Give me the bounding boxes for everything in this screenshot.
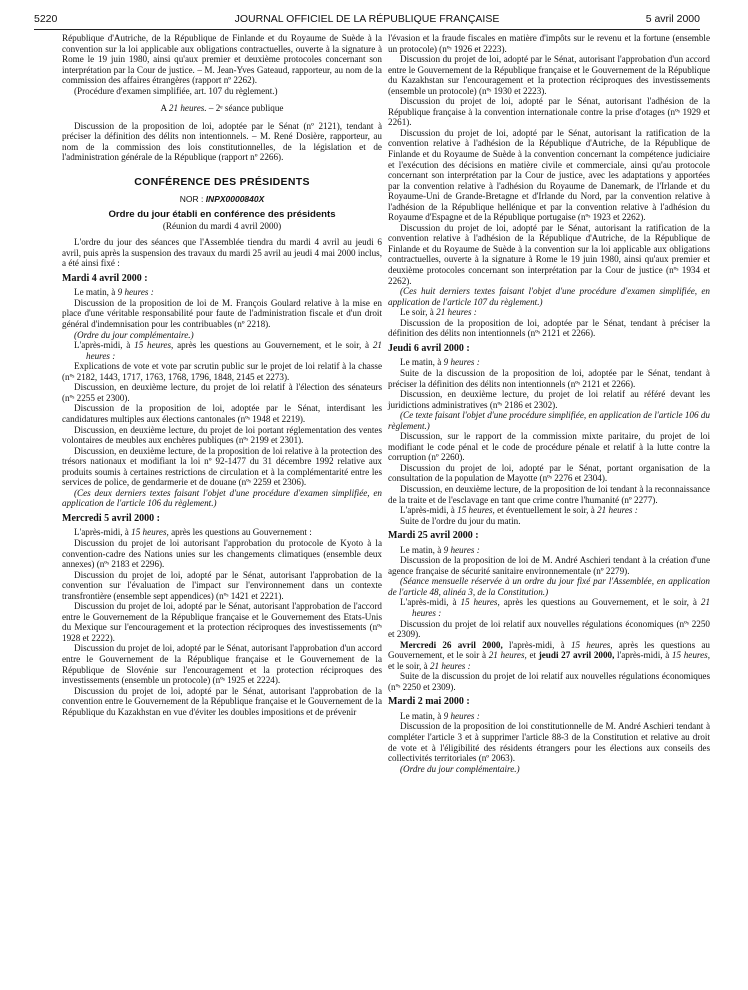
- paragraph: Discussion de la proposition de loi, adoptée par le Sénat (nº 2121), tendant à préciser la définition des délits non intentionnels. – M. René Dosière, rapporteur, au nom de la commission des lois constitutionnelles, de la législation et de l'administration générale de la République (rapport nº 2266).: [62, 120, 382, 163]
- paragraph: Suite de la discussion de la proposition de loi, adoptée par le Sénat, tendant à préciser la définition des délits non intentionnels (nºˢ 2121 et 2266).: [388, 367, 710, 389]
- time-line: L'après-midi, à 15 heures, après les questions au Gouvernement, et le soir, à 21 heures :: [74, 340, 382, 361]
- left-column: [62, 33, 382, 717]
- paragraph: Explications de vote et vote par scrutin public sur le projet de loi relatif à la chasse (nºˢ 2182, 1443, 1717, 1763, 1768, 1796, 1848, 2145 et 2273).: [62, 361, 382, 382]
- paragraph: Discussion du projet de loi relatif aux nouvelles régulations économiques (nºˢ 2250 et 2309).: [388, 618, 710, 640]
- paragraph: Discussion du projet de loi, adopté par le Sénat, autorisant l'approbation de la convention sur l'évaluation de l'impact sur l'environnement dans un contexte transfrontière (ensemble sept appendices) (nºˢ 1421 et 2221).: [62, 569, 382, 601]
- paragraph: Discussion, sur le rapport de la commission mixte paritaire, du projet de loi modifiant le code pénal et le code de procédure pénale et relatif à la lutte contre la corruption (nº 2260).: [388, 431, 710, 463]
- paragraph: (Ordre du jour complémentaire.): [74, 329, 194, 340]
- seance-heading: A 21 heures. – 2ᵉ séance publique: [160, 103, 284, 114]
- day-heading-inline: Mercredi 26 avril 2000, l'après-midi, à 15 heures, après les questions au Gouvernement, et le soir à 21 heures, et jeudi 27 avril 2000, l'après-midi, à 15 heures, et le soir, à 21 heures :: [388, 639, 710, 671]
- paragraph: Discussion du projet de loi, adopté par le Sénat, portant organisation de la consultation de la population de Mayotte (nºˢ 2276 et 2304).: [388, 462, 710, 484]
- paragraph: Discussion du projet de loi, adopté par le Sénat, autorisant l'approbation de l'accord entre le Gouvernement de la République française et le Gouvernement des Etats-Unis du Mexique sur l'encouragement et la protection réciproques des investissements (nºˢ 1928 et 2222).: [62, 601, 382, 643]
- day-heading: Mercredi 5 avril 2000 :: [62, 512, 160, 524]
- day-heading: Jeudi 6 avril 2000 :: [388, 342, 470, 354]
- day-heading: Mardi 4 avril 2000 :: [62, 272, 148, 284]
- paragraph: (Ces deux derniers textes faisant l'objet d'une procédure d'examen simplifiée, en application de l'article 106 du règlement.): [62, 487, 382, 509]
- day-heading: Mardi 2 mai 2000 :: [388, 696, 470, 708]
- time-line: L'après-midi, à 15 heures, et éventuellement le soir, à 21 heures :: [400, 505, 638, 516]
- paragraph: l'évasion et la fraude fiscales en matière d'impôts sur le revenu et la fortune (ensemble un protocole) (nºˢ 1926 et 2223).: [388, 33, 710, 54]
- paragraph: (Procédure d'examen simplifiée, art. 107 du règlement.): [74, 85, 278, 96]
- page-header: [34, 13, 700, 29]
- time-line: Le matin, à 9 heures :: [400, 710, 480, 721]
- paragraph: Discussion, en deuxième lecture, du projet de loi relatif au référé devant les juridictions administratives (nºˢ 2186 et 2302).: [388, 389, 710, 410]
- paragraph: (Ordre du jour complémentaire.): [400, 763, 520, 774]
- header-rule: [34, 29, 700, 30]
- paragraph: Discussion de la proposition de loi, adoptée par le Sénat, tendant à préciser la définition des délits non intentionnels (nºˢ 2121 et 2266).: [388, 317, 710, 339]
- time-line: L'après-midi, à 15 heures, après les questions au Gouvernement :: [74, 527, 312, 538]
- paragraph: République d'Autriche, de la République de Finlande et du Royaume de Suède à la convention sur la loi applicable aux obligations contractuelles, ouverte à la signature à Rome le 19 juin 1980, ainsi qu'aux premier et deuxième protocoles concernant son interprétation par la Cour de justice. – M. Jean-Yves Gateaud, rapporteur, au nom de la commission des affaires étrangères (rapport nº 2262).: [62, 33, 382, 86]
- paragraph: Discussion du projet de loi, adopté par le Sénat, autorisant l'approbation d'un accord entre le Gouvernement de la République française et le Gouvernement de la République du Kazakhstan sur l'encouragement et la protection réciproques des investissements (ensemble un protocole) (nºˢ 1930 et 2223).: [388, 54, 710, 96]
- paragraph: Discussion, en deuxième lecture, de la proposition de loi relative à la protection des trésors nationaux et modifiant la loi nº 92-1477 du 31 décembre 1992 relative aux produits soumis à certaines restrictions de circulation et à la complémentarité entre les services de police, de gendarmerie et de douane (nºˢ 2259 et 2306).: [62, 445, 382, 488]
- paragraph: (Ce texte faisant l'objet d'une procédure simplifiée, en application de l'article 106 du règlement.): [388, 410, 710, 431]
- paragraph: Suite de la discussion du projet de loi relatif aux nouvelles régulations économiques (nºˢ 2250 et 2309).: [388, 671, 710, 692]
- paragraph: Discussion du projet de loi, adopté par le Sénat, autorisant l'adhésion de la République française à la convention internationale contre la prise d'otages (nºˢ 1929 et 2261).: [388, 96, 710, 128]
- time-line: Le matin, à 9 heures :: [74, 287, 154, 298]
- right-column: [388, 33, 710, 774]
- paragraph: (Séance mensuelle réservée à un ordre du jour fixé par l'Assemblée, en application de l'article 48, alinéa 3, de la Constitution.): [388, 576, 710, 597]
- time-line: Le matin, à 9 heures :: [400, 357, 480, 368]
- paragraph: L'ordre du jour des séances que l'Assemblée tiendra du mardi 4 avril au jeudi 6 avril, puis après la suspension des travaux du mardi 25 avril au jeudi 4 mai 2000 inclus, a été ainsi fixé :: [62, 237, 382, 269]
- time-line: L'après-midi, à 15 heures, après les questions au Gouvernement, et le soir, à 21 heures :: [400, 597, 710, 618]
- paragraph: Discussion, en deuxième lecture, du projet de loi relatif à l'élection des sénateurs (nºˢ 2255 et 2300).: [62, 382, 382, 403]
- paragraph: Discussion du projet de loi, adopté par le Sénat, autorisant l'approbation de la convention entre le Gouvernement de la République française et le Gouvernement de la République du Kazakhstan en vue d'éviter les doubles impositions et de prévenir: [62, 685, 382, 717]
- paragraph: Discussion de la proposition de loi, adoptée par le Sénat, interdisant les candidatures multiples aux élections cantonales (nºˢ 1948 et 2219).: [62, 403, 382, 424]
- issue-date: 5 avril 2000: [645, 13, 700, 25]
- section-title: CONFÉRENCE DES PRÉSIDENTS: [134, 176, 310, 189]
- ordre-title: Ordre du jour établi en conférence des présidents: [108, 209, 336, 221]
- page-number: 5220: [34, 13, 58, 25]
- paragraph: Suite de l'ordre du jour du matin.: [400, 515, 521, 526]
- paragraph: (Ces huit derniers textes faisant l'objet d'une procédure d'examen simplifiée, en application de l'article 107 du règlement.): [388, 286, 710, 307]
- time-line: Le matin, à 9 heures :: [400, 544, 480, 555]
- paragraph: Discussion du projet de loi, adopté par le Sénat, autorisant la ratification de la convention relative à l'adhésion de la République d'Autriche, de la République de Finlande et du Royaume de Suède à la convention concernant la compétence judiciaire et l'exécution des décisions en matière civile et commerciale, ainsi qu'au protocole concernant son interprétation par la Cour de justice, avec les adaptations y apportées par la convention relative à l'adhésion du Royaume de Danemark, de l'Irlande et du Royaume-Uni de Grande-Bretagne et d'Irlande du Nord, par la convention relative à l'adhésion de la République hellénique et par la convention relative à l'adhésion du Royaume d'Espagne et de la République portugaise (nºˢ 1923 et 2262).: [388, 127, 710, 223]
- paragraph: Discussion de la proposition de loi constitutionnelle de M. André Aschieri tendant à compléter l'article 3 et à supprimer l'article 88-3 de la Constitution et relative au droit de vote et à l'éligibilité des résidents étrangers pour les élections aux conseils des collectivités territoriales (nº 2063).: [388, 721, 710, 764]
- paragraph: Discussion, en deuxième lecture, de la proposition de loi tendant à la reconnaissance de la traite et de l'esclavage en tant que crime contre l'humanité (nº 2277).: [388, 483, 710, 505]
- nor-reference: NOR : INPX0000840X: [179, 193, 265, 204]
- paragraph: Discussion du projet de loi, adopté par le Sénat, autorisant l'approbation d'un accord entre le Gouvernement de la République française et le Gouvernement de la République de Slovénie sur l'encouragement et la protection réciproques des investissements (ensemble un protocole) (nºˢ 1925 et 2224).: [62, 643, 382, 686]
- paragraph: Discussion, en deuxième lecture, du projet de loi portant réglementation des ventes volontaires de meubles aux enchères publiques (nºˢ 2199 et 2301).: [62, 424, 382, 446]
- paragraph: Discussion de la proposition de loi de M. André Aschieri tendant à la création d'une agence française de sécurité sanitaire environnementale (nº 2279).: [388, 555, 710, 576]
- paragraph: Discussion de la proposition de loi de M. François Goulard relative à la mise en place d'une véritable responsabilité pour faute de l'administration fiscale et d'un droit général d'indemnisation pour les contribuables (nº 2218).: [62, 297, 382, 330]
- paragraph: Discussion du projet de loi autorisant l'approbation du protocole de Kyoto à la convention-cadre des Nations unies sur les changements climatiques (ensemble deux annexes) (nºˢ 2183 et 2296).: [62, 537, 382, 570]
- ordre-subtitle: (Réunion du mardi 4 avril 2000): [162, 220, 282, 231]
- time-line: Le soir, à 21 heures :: [400, 307, 477, 318]
- journal-title: JOURNAL OFFICIEL DE LA RÉPUBLIQUE FRANÇAISE: [234, 13, 500, 25]
- paragraph: Discussion du projet de loi, adopté par le Sénat, autorisant la ratification de la convention relative à l'adhésion de la République d'Autriche, de la République de Finlande et du Royaume de Suède à la convention sur la loi applicable aux obligations contractuelles, ouverte à la signature à Rome le 19 juin 1980, ainsi qu'aux premier et deuxième protocoles concernant son interprétation par la Cour de justice (nºˢ 1934 et 2262).: [388, 222, 710, 286]
- day-heading: Mardi 25 avril 2000 :: [388, 530, 479, 542]
